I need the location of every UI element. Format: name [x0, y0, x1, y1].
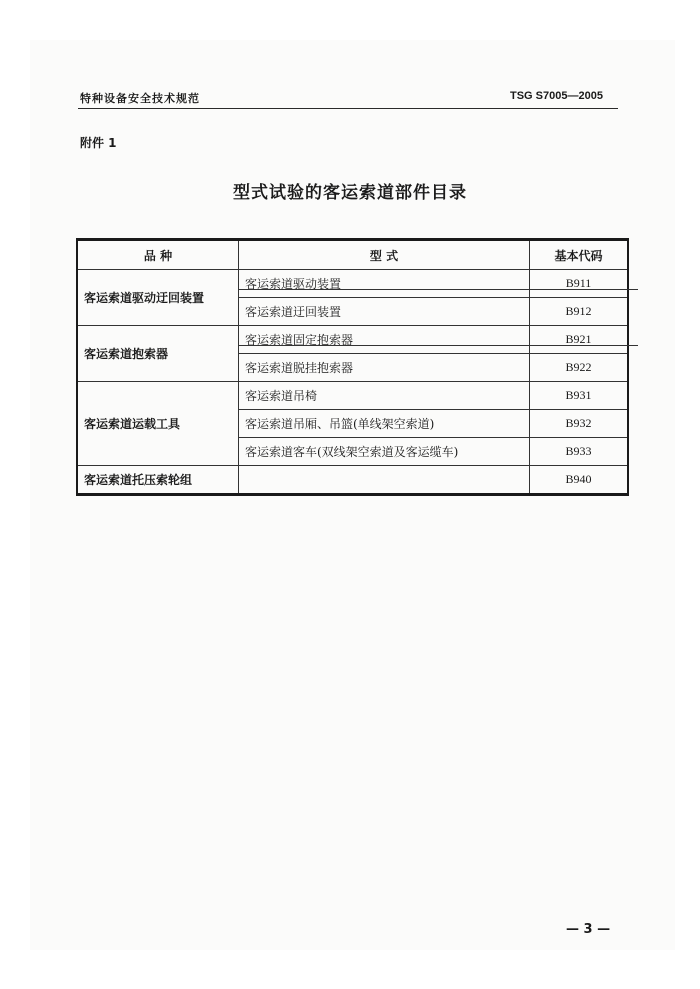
code-cell: B911: [530, 270, 629, 298]
variety-cell: 客运索道抱索器: [77, 326, 239, 382]
code-cell: B922: [530, 354, 629, 382]
component-catalog-table: [76, 238, 629, 496]
type-cell: 客运索道吊椅: [239, 382, 530, 410]
type-cell: 客运索道驱动装置: [239, 270, 530, 298]
type-cell: 客运索道客车(双线架空索道及客运缆车): [239, 438, 530, 466]
table-header-row: [77, 240, 628, 270]
header-rule: [78, 108, 618, 109]
scan-line-artifact: [238, 289, 638, 290]
header-spec-title: 特种设备安全技术规范: [80, 92, 200, 105]
variety-cell: 客运索道驱动迂回装置: [77, 270, 239, 326]
type-cell: 客运索道吊厢、吊篮(单线架空索道): [239, 410, 530, 438]
type-cell: 客运索道固定抱索器: [239, 326, 530, 354]
table-row: [77, 382, 628, 410]
header-type: 型 式: [239, 240, 530, 270]
code-cell: B933: [530, 438, 629, 466]
appendix-label: 附件 1: [80, 136, 117, 150]
variety-cell: 客运索道托压索轮组: [77, 466, 239, 495]
code-cell: B912: [530, 298, 629, 326]
scan-line-artifact: [238, 345, 638, 346]
code-cell: B931: [530, 382, 629, 410]
table-row: [77, 326, 628, 354]
document-title: 型式试验的客运索道部件目录: [233, 183, 467, 203]
code-cell: B940: [530, 466, 629, 495]
type-cell: 客运索道脱挂抱索器: [239, 354, 530, 382]
page-number: — 3 —: [566, 922, 611, 937]
type-cell: 客运索道迂回装置: [239, 298, 530, 326]
header-code: 基本代码: [530, 240, 629, 270]
header-variety: 品 种: [77, 240, 239, 270]
table-row: [77, 270, 628, 298]
table-row: [77, 466, 628, 495]
variety-cell: 客运索道运载工具: [77, 382, 239, 466]
header-standard-code: TSG S7005—2005: [510, 90, 603, 102]
code-cell: B921: [530, 326, 629, 354]
type-cell: [239, 466, 530, 495]
code-cell: B932: [530, 410, 629, 438]
